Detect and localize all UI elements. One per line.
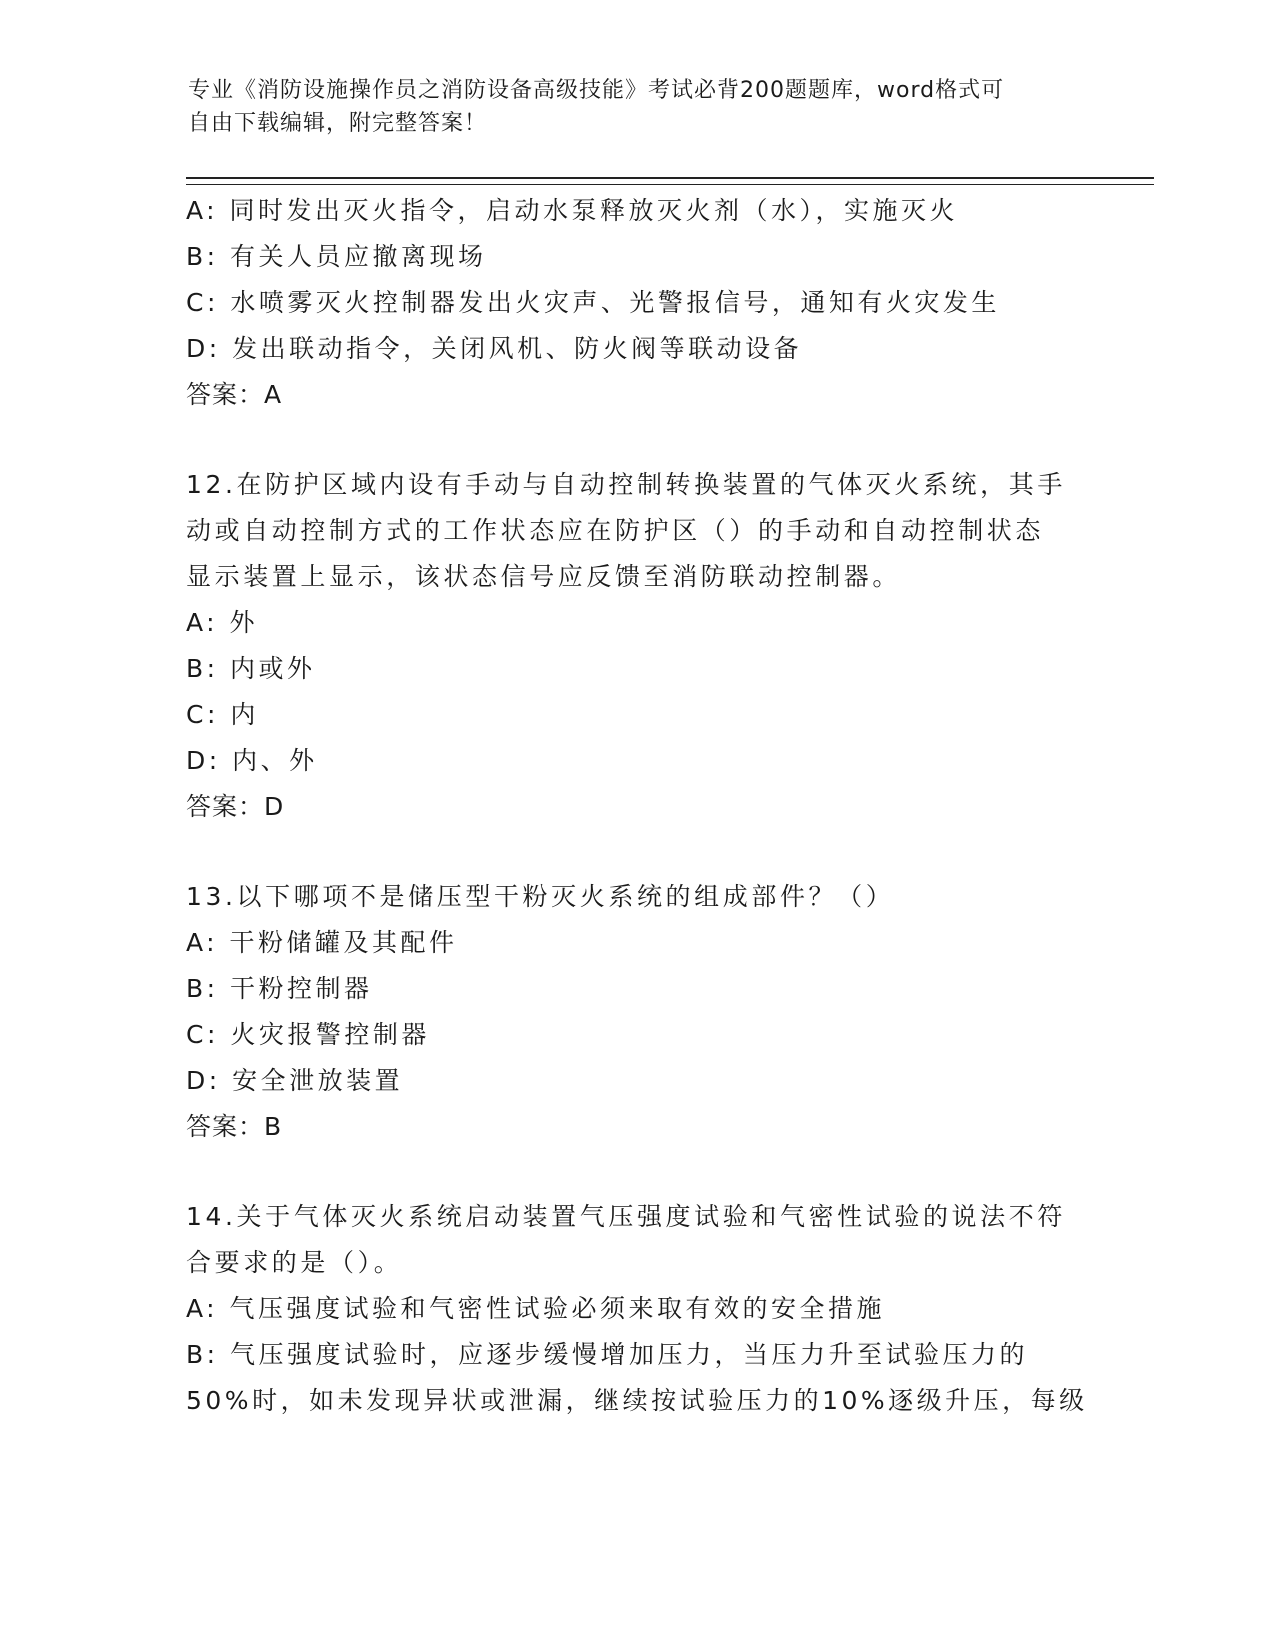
question-text (186, 1194, 1086, 1286)
option-c: C: 火灾报警控制器 (186, 1020, 430, 1049)
question-13 (186, 874, 1086, 1150)
option-a: A: 干粉储罐及其配件 (186, 928, 458, 957)
option-a: A: 同时发出灭火指令，启动水泵释放灭火剂（水），实施灭火 (186, 196, 959, 225)
question-14 (186, 1194, 1086, 1424)
question-line: 显示装置上显示，该状态信号应反馈至消防联动控制器。 (186, 562, 902, 591)
option-b: B: 干粉控制器 (186, 974, 373, 1003)
question-text (186, 874, 1086, 920)
option-d: D: 内、外 (186, 746, 318, 775)
option-a: A: 气压强度试验和气密性试验必须来取有效的安全措施 (186, 1294, 886, 1323)
option-c: C: 内 (186, 700, 259, 729)
question-line: 13.以下哪项不是储压型干粉灭火系统的组成部件？（） (186, 882, 895, 911)
question-11-continued (186, 188, 1086, 418)
answer: 答案：A (186, 380, 283, 409)
option-b: B: 内或外 (186, 654, 316, 683)
option-d: D: 安全泄放装置 (186, 1066, 404, 1095)
question-line: 动或自动控制方式的工作状态应在防护区（）的手动和自动控制状态 (186, 516, 1045, 545)
page-header (188, 74, 1088, 140)
option-b: B: 气压强度试验时，应逐步缓慢增加压力，当压力升至试验压力的 (186, 1340, 1029, 1369)
question-line: 12.在防护区域内设有手动与自动控制转换装置的气体灭火系统，其手 (186, 470, 1066, 499)
option-b-continued: 50%时，如未发现异状或泄漏，继续按试验压力的10%逐级升压，每级 (186, 1386, 1088, 1415)
question-text (186, 462, 1086, 600)
option-c: C: 水喷雾灭火控制器发出火灾声、光警报信号，通知有火灾发生 (186, 288, 1000, 317)
header-divider (186, 177, 1154, 185)
option-b: B: 有关人员应撤离现场 (186, 242, 487, 271)
answer: 答案：B (186, 1112, 283, 1141)
answer: 答案：D (186, 792, 285, 821)
question-12 (186, 462, 1086, 830)
header-line-2: 自由下载编辑，附完整答案！ (188, 111, 488, 136)
option-a: A: 外 (186, 608, 259, 637)
document-body (186, 188, 1086, 1424)
header-line-1: 专业《消防设施操作员之消防设备高级技能》考试必背200题题库，word格式可 (188, 78, 1005, 103)
question-line: 14.关于气体灭火系统启动装置气压强度试验和气密性试验的说法不符 (186, 1202, 1066, 1231)
option-d: D: 发出联动指令，关闭风机、防火阀等联动设备 (186, 334, 803, 363)
question-line: 合要求的是（）。 (186, 1248, 403, 1277)
